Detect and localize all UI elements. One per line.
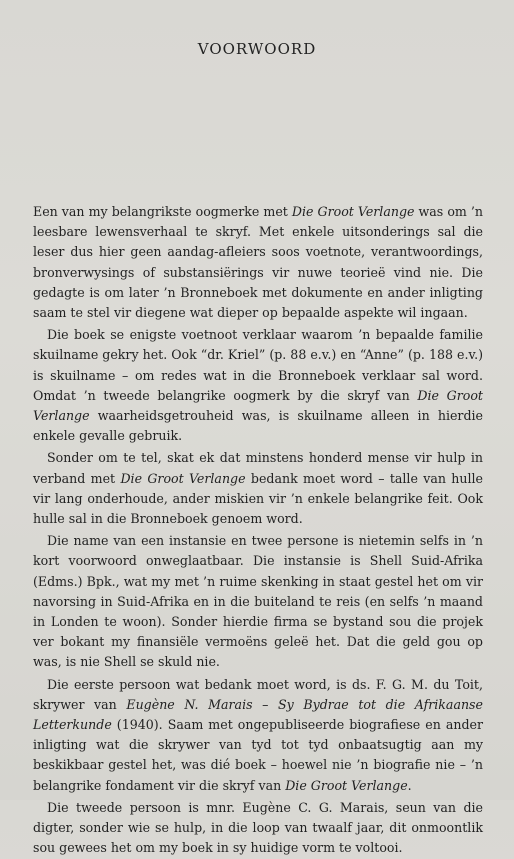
paragraph-4 (33, 531, 483, 672)
paragraph-text: Sonder om te tel, skat ek dat minstens honderd mense vir hulp in verband met (33, 450, 483, 486)
italic-title: Eugène N. Marais – Sy Bydrae tot die Afrikaanse Letterkunde (33, 696, 483, 733)
italic-title: Die Groot Verlange (291, 204, 415, 219)
paragraph-1 (33, 202, 483, 323)
italic-title: Die Groot Verlange (33, 387, 483, 424)
italic-title: Die Groot Verlange (285, 777, 408, 793)
paragraph-text: Een van my belangrikste oogmerke met (33, 204, 292, 219)
paragraph-text: (1940). Saam met ongepubliseerde biografiese en ander inligting wat die skrywer van tyd tot tyd onbaatsugtig aan my beskikbaar gestel het, was dié boek – hoewel nie ’n biografie nie – ’n belangrike fondament vir die skryf van (33, 717, 483, 793)
paragraph-text: . (407, 777, 412, 793)
paragraph-text: Die tweede persoon is mnr. Eugène C. G. Marais, seun van die digter, sonder wie se hulp, in die loop van twaalf jaar, dit onmoontlik sou gewees het om my boek in sy huidige vorm te voltooi. (33, 799, 483, 856)
paragraph-3 (33, 448, 483, 529)
paragraph-text: was om ’n leesbare lewensverhaal te skryf. Met enkele uitsonderings sal die leser dus hier geen aandag-afleiers soos voetnote, verantwoordings, bronverwysings of substansiërings vir nuwe teorieë vind nie. Die gedagte is om later ’n Bronneboek met dokumente en ander inligting saam te stel vir diegene wat dieper op bepaalde aspekte wil ingaan. (33, 204, 483, 321)
italic-title: Die Groot Verlange (120, 470, 246, 486)
paragraph-text: bedank moet word – talle van hulle vir lang onderhoude, ander miskien vir ’n enkele belangrike feit. Ook hulle sal in die Bronneboek genoem word. (33, 470, 484, 527)
paragraph-text: waarheidsgetrouheid was, is skuilname alleen in hierdie enkele gevalle gebruik. (33, 408, 483, 444)
paragraph-text: Die eerste persoon wat bedank moet word, is ds. F. G. M. du Toit, skrywer van (33, 676, 483, 712)
paragraph-text: Die boek se enigste voetnoot verklaar waarom ’n bepaalde familie skuilname gekry het. Ook “dr. Kriel” (p. 88 e.v.) en “Anne” (p. 188 e.v.) is skuilname – om redes wat in die Bronneboek verklaar sal word. Omdat ’n tweede belangrike oogmerk by die skryf van (33, 327, 483, 403)
paragraph-5 (33, 675, 483, 796)
paragraph-text: Die name van een instansie en twee persone is nietemin selfs in ’n kort voorwoord onweglaatbaar. Die instansie is Shell Suid-Afrika (Edms.) Bpk., wat my met ’n ruime skenking in staat gestel het om vir navorsing in Suid-Afrika en in die buiteland te reis (en selfs ’n maand in Londen te woon). Sonder hierdie firma se bystand sou die projek ver bokant my finansiële vermoëns geleë het. Dat die geld gou op was, is nie Shell se skuld nie. (33, 533, 483, 670)
page-title: VOORWOORD (197, 40, 317, 59)
foreword-body (33, 202, 483, 859)
paragraph-6 (33, 798, 483, 859)
paragraph-2 (33, 325, 483, 446)
